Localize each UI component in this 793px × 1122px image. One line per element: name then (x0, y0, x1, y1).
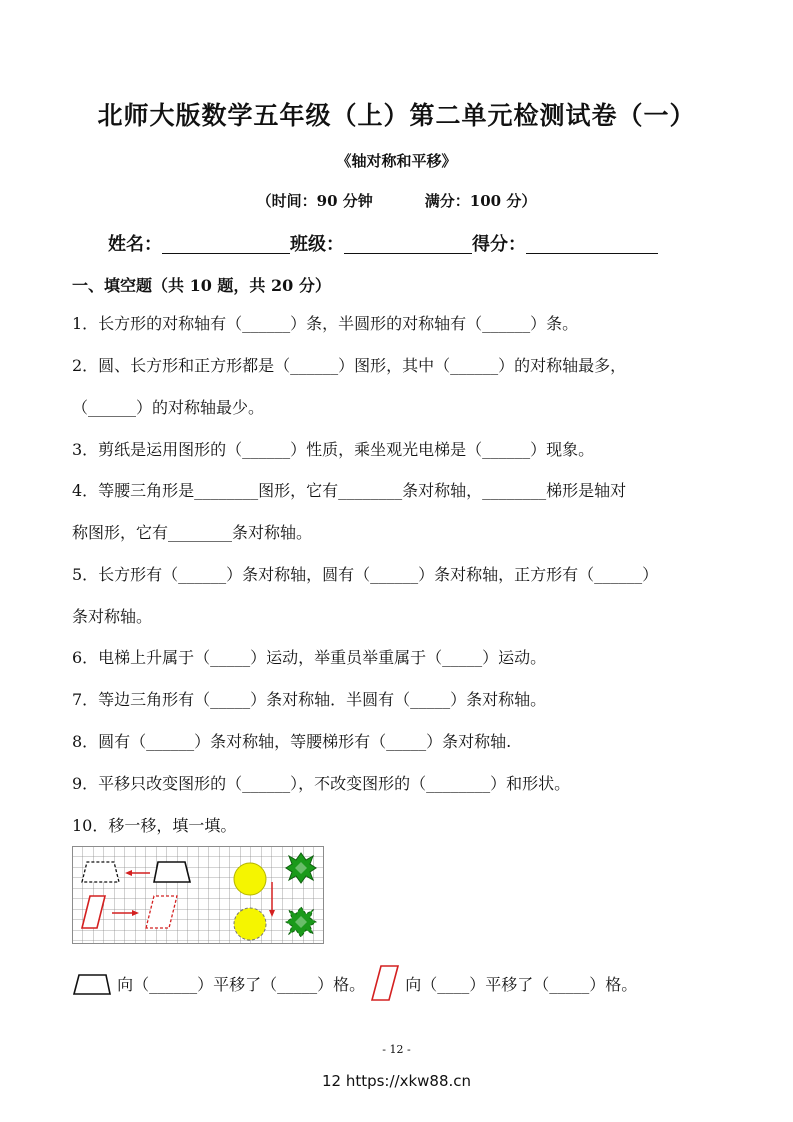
parallelogram-icon (370, 964, 400, 1002)
question-4-cont: 称图形，它有________条对称轴。 (72, 523, 313, 542)
score-label: 得分： (472, 234, 526, 255)
question-2: 2．圆、长方形和正方形都是（______）图形，其中（______）的对称轴最多， (72, 356, 627, 375)
question-8: 8．圆有（______）条对称轴，等腰梯形有（_____）条对称轴. (72, 732, 512, 751)
translation-grid-figure (72, 846, 324, 948)
question-7: 7．等边三角形有（_____）条对称轴．半圆有（_____）条对称轴。 (72, 690, 547, 709)
question-2-cont: （______）的对称轴最少。 (72, 398, 265, 417)
time-limit: （时间：90 分钟 (256, 192, 373, 210)
class-blank[interactable] (344, 235, 472, 254)
question-6: 6．电梯上升属于（_____）运动，举重员举重属于（_____）运动。 (72, 648, 547, 667)
question-10-answer-line (72, 964, 637, 1002)
page-title: 北师大版数学五年级（上）第二单元检测试卷（一） (97, 101, 696, 130)
question-3: 3．剪纸是运用图形的（______）性质，乘坐观光电梯是（______）现象。 (72, 440, 595, 459)
trapezoid-icon (72, 972, 112, 996)
page-number: - 12 - (382, 1043, 411, 1056)
page-subtitle: 《轴对称和平移》 (336, 152, 457, 170)
circle-solid-shape (234, 863, 266, 895)
question-5-cont: 条对称轴。 (72, 607, 153, 626)
time-info (0, 190, 793, 211)
name-label: 姓名： (108, 234, 162, 255)
trapezoid-answer-text: 向（______）平移了（_____）格。 (117, 975, 366, 994)
footer-watermark: 12 https://xkw88.cn (321, 1072, 472, 1090)
score-blank[interactable] (526, 235, 658, 254)
trapezoid-dashed-shape (82, 862, 119, 882)
student-info-fields (108, 230, 658, 256)
star-dashed-shape (286, 907, 316, 937)
class-label: 班级： (290, 234, 344, 255)
star-solid-shape (286, 853, 316, 883)
question-1: 1．长方形的对称轴有（______）条，半圆形的对称轴有（______）条。 (72, 314, 579, 333)
question-5: 5．长方形有（______）条对称轴，圆有（______）条对称轴，正方形有（______） (72, 565, 659, 584)
full-score: 满分：100 分） (424, 192, 537, 210)
trapezoid-solid-shape (154, 862, 190, 882)
question-9: 9．平移只改变图形的（______），不改变图形的（________）和形状。 (72, 774, 571, 793)
circle-dashed-shape (234, 908, 266, 940)
question-4: 4．等腰三角形是________图形，它有________条对称轴，________梯形是轴对 (72, 481, 627, 500)
name-blank[interactable] (162, 235, 290, 254)
parallelogram-answer-text: 向（____）平移了（_____）格。 (405, 975, 638, 994)
section-heading: 一、填空题（共 10 题，共 20 分） (72, 276, 331, 295)
question-10: 10．移一移，填一填。 (72, 816, 237, 835)
